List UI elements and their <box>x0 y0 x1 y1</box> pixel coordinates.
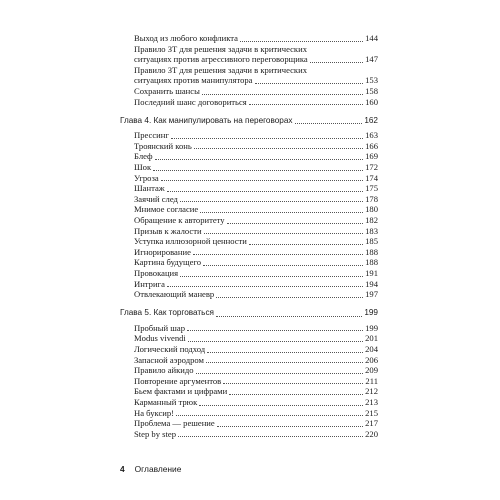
toc-entry-title: Интрига <box>134 278 165 289</box>
dot-leader <box>178 436 363 437</box>
toc-entry <box>120 418 378 429</box>
toc-entry <box>120 141 378 152</box>
dot-leader <box>227 223 364 224</box>
dot-leader <box>249 104 363 105</box>
toc-entry-title: Modus vivendi <box>134 333 186 344</box>
toc-entry-title: Шантаж <box>134 183 165 194</box>
dot-leader <box>229 394 363 395</box>
toc-entry-title: Картина будущего <box>134 257 202 268</box>
toc-entry <box>120 408 378 419</box>
toc-entry-title: Правило айкидо <box>134 365 194 376</box>
toc-chapter-heading <box>120 308 378 319</box>
toc-entry-title: ситуациях против агрессивного переговорщика <box>134 54 308 65</box>
toc-entry-page: 211 <box>365 375 378 386</box>
toc-entry <box>120 429 378 440</box>
toc-entry-page: 174 <box>365 172 378 183</box>
toc-entry-title: Последний шанс договориться <box>134 96 247 107</box>
toc-entry <box>120 397 378 408</box>
toc-entry <box>120 173 378 184</box>
dot-leader <box>295 123 363 124</box>
toc-entry-page: 213 <box>365 397 378 407</box>
toc-entry <box>120 215 378 226</box>
dot-leader <box>240 41 363 42</box>
dot-leader <box>194 148 363 149</box>
toc-entry-page: 153 <box>365 75 378 86</box>
toc-entry-title: Шок <box>134 162 152 173</box>
dot-leader <box>180 276 363 277</box>
page-number: 4 <box>120 464 125 474</box>
dot-leader <box>161 180 363 181</box>
toc-entry <box>120 279 378 290</box>
dot-leader <box>153 170 363 171</box>
toc-entry-page: 188 <box>365 246 378 257</box>
toc-entry <box>120 323 378 334</box>
toc-entry-title: Глава 4. Как манипулировать на переговорах <box>120 115 293 125</box>
dot-leader <box>199 405 363 406</box>
dot-leader <box>176 415 363 416</box>
dot-leader <box>180 201 363 202</box>
toc-entry-title: Провокация <box>134 267 179 278</box>
toc-entry <box>120 130 378 141</box>
dot-leader <box>200 212 363 213</box>
toc-entry-page: 166 <box>365 140 378 151</box>
toc-entry-page: 212 <box>365 386 378 397</box>
toc-entry <box>120 86 378 97</box>
dot-leader <box>167 286 363 287</box>
dot-leader <box>196 373 364 374</box>
toc-entry-page: 158 <box>365 85 378 96</box>
toc-entry-page: 163 <box>365 130 378 141</box>
toc-entry <box>120 65 378 76</box>
toc-entry-page: 197 <box>365 289 378 300</box>
toc-entry <box>120 162 378 173</box>
table-of-contents <box>120 33 378 439</box>
toc-entry-title: Блеф <box>134 151 153 162</box>
toc-entry-title: ситуациях против манипулятора <box>134 75 253 86</box>
toc-entry <box>120 151 378 162</box>
toc-chapter-heading <box>120 116 378 127</box>
dot-leader <box>155 159 364 160</box>
toc-entry <box>120 97 378 108</box>
toc-entry-page: 191 <box>365 267 378 278</box>
toc-entry-page: 199 <box>364 308 378 318</box>
dot-leader <box>203 265 363 266</box>
dot-leader <box>202 94 363 95</box>
dot-leader <box>171 138 363 139</box>
toc-entry-title: Карманный трюк <box>134 397 198 407</box>
toc-entry-page: 180 <box>365 204 378 215</box>
toc-entry-title: Угроза <box>134 172 159 183</box>
dot-leader <box>223 383 363 384</box>
toc-entry-page: 147 <box>365 54 378 65</box>
toc-entry-title: Троянский конь <box>134 140 192 151</box>
toc-entry-title: На буксир! <box>134 407 175 418</box>
toc-entry-page: 182 <box>365 215 378 225</box>
section-gap <box>120 107 378 116</box>
toc-entry-title: Проблема — решение <box>134 418 215 429</box>
toc-entry-title: Обращение к авторитету <box>134 215 225 225</box>
toc-entry-page: 162 <box>364 115 378 125</box>
toc-entry-title: Мнимое согласие <box>134 204 199 215</box>
toc-entry-page: 183 <box>365 225 378 236</box>
toc-entry <box>120 33 378 44</box>
toc-entry <box>120 268 378 279</box>
toc-entry <box>120 289 378 300</box>
toc-entry <box>120 183 378 194</box>
toc-entry-title: Глава 5. Как торговаться <box>120 308 214 318</box>
toc-entry-page: 188 <box>365 257 378 268</box>
toc-entry-page: 217 <box>365 418 378 429</box>
dot-leader <box>217 426 363 427</box>
toc-entry-page: 178 <box>365 193 378 204</box>
toc-entry-page: 172 <box>365 162 378 173</box>
toc-entry-title: Игнорирование <box>134 246 191 257</box>
toc-entry-title: Прессинг <box>134 130 169 141</box>
toc-entry <box>120 333 378 344</box>
toc-entry-title: Правило ЗТ для решения задачи в критических <box>134 43 308 54</box>
section-gap <box>120 300 378 309</box>
toc-entry-page: 160 <box>365 96 378 107</box>
toc-entry-page: 199 <box>365 322 378 333</box>
toc-entry-title: Step by step <box>134 428 177 439</box>
toc-entry <box>120 236 378 247</box>
toc-entry <box>120 376 378 387</box>
dot-leader <box>188 341 363 342</box>
toc-entry <box>120 75 378 86</box>
toc-entry <box>120 204 378 215</box>
dot-leader <box>310 62 363 63</box>
page-footer <box>120 464 181 474</box>
dot-leader <box>193 254 363 255</box>
toc-entry <box>120 365 378 376</box>
toc-entry-page: 185 <box>365 236 378 247</box>
toc-entry <box>120 226 378 237</box>
toc-entry-title: Повторение аргументов <box>134 375 222 386</box>
toc-entry-title: Уступка иллюзорной ценности <box>134 236 247 247</box>
toc-entry-title: Запасной аэродром <box>134 354 204 365</box>
toc-entry-page: 169 <box>365 151 378 162</box>
toc-entry <box>120 194 378 205</box>
toc-entry-title: Пробный шар <box>134 322 186 333</box>
dot-leader <box>216 297 363 298</box>
dot-leader <box>249 244 363 245</box>
toc-entry-page: 201 <box>365 333 378 344</box>
dot-leader <box>255 83 364 84</box>
toc-entry-page: 209 <box>365 365 378 376</box>
dot-leader <box>187 330 363 331</box>
dot-leader <box>167 191 363 192</box>
toc-entry-page: 206 <box>365 354 378 365</box>
toc-entry-title: Бьем фактами и цифрами <box>134 386 228 397</box>
toc-entry-title: Отвлекающий маневр <box>134 289 215 300</box>
toc-entry <box>120 54 378 65</box>
toc-entry <box>120 247 378 258</box>
toc-entry-page: 175 <box>365 183 378 194</box>
dot-leader <box>207 352 363 353</box>
toc-entry-page: 220 <box>365 428 378 439</box>
toc-entry-title: Выход из любого конфликта <box>134 33 238 43</box>
toc-entry-page: 215 <box>365 407 378 418</box>
toc-entry <box>120 386 378 397</box>
toc-entry-page: 204 <box>365 344 378 355</box>
toc-entry <box>120 44 378 55</box>
dot-leader <box>206 362 363 363</box>
toc-entry <box>120 257 378 268</box>
toc-entry-title: Сохранить шансы <box>134 85 200 96</box>
running-footer-label: Оглавление <box>134 464 182 474</box>
dot-leader <box>204 233 364 234</box>
toc-entry-page: 144 <box>365 33 378 43</box>
dot-leader <box>216 316 362 317</box>
toc-entry <box>120 344 378 355</box>
toc-entry-title: Логический подход <box>134 344 206 355</box>
toc-entry-title: Заячий след <box>134 193 178 204</box>
toc-entry-title: Призыв к жалости <box>134 225 202 236</box>
toc-entry-page: 194 <box>365 278 378 289</box>
toc-entry-title: Правило ЗТ для решения задачи в критических <box>134 64 308 75</box>
toc-entry <box>120 355 378 366</box>
